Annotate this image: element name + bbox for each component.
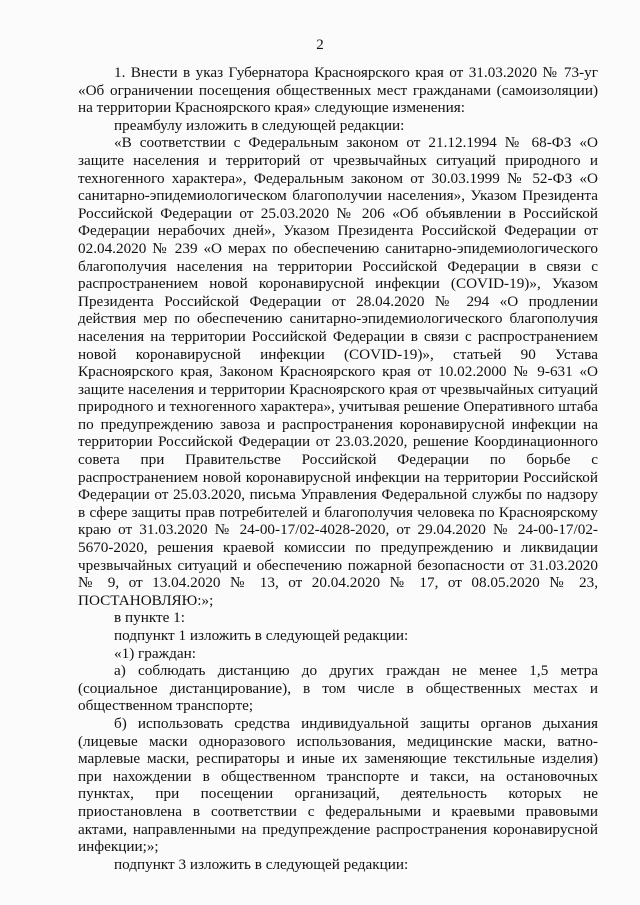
paragraph-amendment-intro: 1. Внести в указ Губернатора Красноярского края от 31.03.2020 № 73-уг «Об ограничении посещения общественных мест гражданами (самоизоляции) на территории Красноярского края» следующие изменения:: [78, 64, 598, 117]
paragraph-preamble-instruction: преамбулу изложить в следующей редакции:: [114, 116, 405, 134]
paragraph-item-b: б) использовать средства индивидуальной защиты органов дыхания (лицевые маски одноразового использования, медицинские маски, ватно-марлевые маски, респираторы и иные их заменяющие текстильные изделия) при нахождении в общественном транспорте и такси, на остановочных пунктах, при посещении организаций, деятельность которых не приостановлена в соответствии с федеральными и краевыми правовыми актами, направленными на предупреждение распространения коронавирусной инфекции;»;: [78, 714, 598, 856]
paragraph-subpoint-3-instruction: подпункт 3 изложить в следующей редакции:: [114, 855, 409, 873]
page-number: 2: [316, 37, 324, 53]
paragraph-point-1: в пункте 1:: [114, 609, 185, 627]
paragraph-preamble-text: «В соответствии с Федеральным законом от 21.12.1994 № 68-ФЗ «О защите населения и территорий от чрезвычайных ситуаций природного и техногенного характера», Федеральным законом от 30.03.1999 № 52-ФЗ «О санитарно-эпидемиологическом благополучии населения», Указом Президента Российской Федерации от 25.03.2020 № 206 «Об объявлении в Российской Федерации нерабочих дней», Указом Президента Российской Федерации от 02.04.2020 № 239 «О мерах по обеспечению санитарно-эпидемиологического благополучия населения на территории Российской Федерации в связи с распространением новой коронавирусной инфекции (COVID-19)», Указом Президента Российской Федерации от 28.04.2020 № 294 «О продлении действия мер по обеспечению санитарно-эпидемиологического благополучия населения на территории Российской Федерации в связи с распространением новой коронавирусной инфекции (COVID-19)», статьей 90 Устава Красноярского края, Законом Красноярского края от 10.02.2000 № 9-631 «О защите населения и территории Красноярского края от чрезвычайных ситуаций природного и техногенного характера», учитывая решение Оперативного штаба по предупреждению завоза и распространения коронавирусной инфекции на территории Российской Федерации от 23.03.2020, решение Координационного совета при Правительстве Российской Федерации по борьбе с распространением новой коронавирусной инфекции на территории Российской Федерации от 25.03.2020, письма Управления Федеральной службы по надзору в сфере защиты прав потребителей и благополучия человека по Красноярскому краю от 31.03.2020 № 24-00-17/02-4028-2020, от 29.04.2020 № 24-00-17/02-5670-2020, решения краевой комиссии по предупреждению и ликвидации чрезвычайных ситуаций и обеспечению пожарной безопасности от 31.03.2020 № 9, от 13.04.2020 № 13, от 20.04.2020 № 17, от 08.05.2020 № 23, ПОСТАНОВЛЯЮ:»;: [78, 134, 598, 609]
paragraph-subpoint-1-instruction: подпункт 1 изложить в следующей редакции:: [114, 627, 409, 644]
paragraph-item-a: а) соблюдать дистанцию до других граждан не менее 1,5 метра (социальное дистанцирование), в том числе в общественных местах и общественном транспорте;: [78, 662, 598, 715]
document-body: [78, 64, 598, 873]
paragraph-citizens-heading: «1) граждан:: [114, 644, 196, 662]
